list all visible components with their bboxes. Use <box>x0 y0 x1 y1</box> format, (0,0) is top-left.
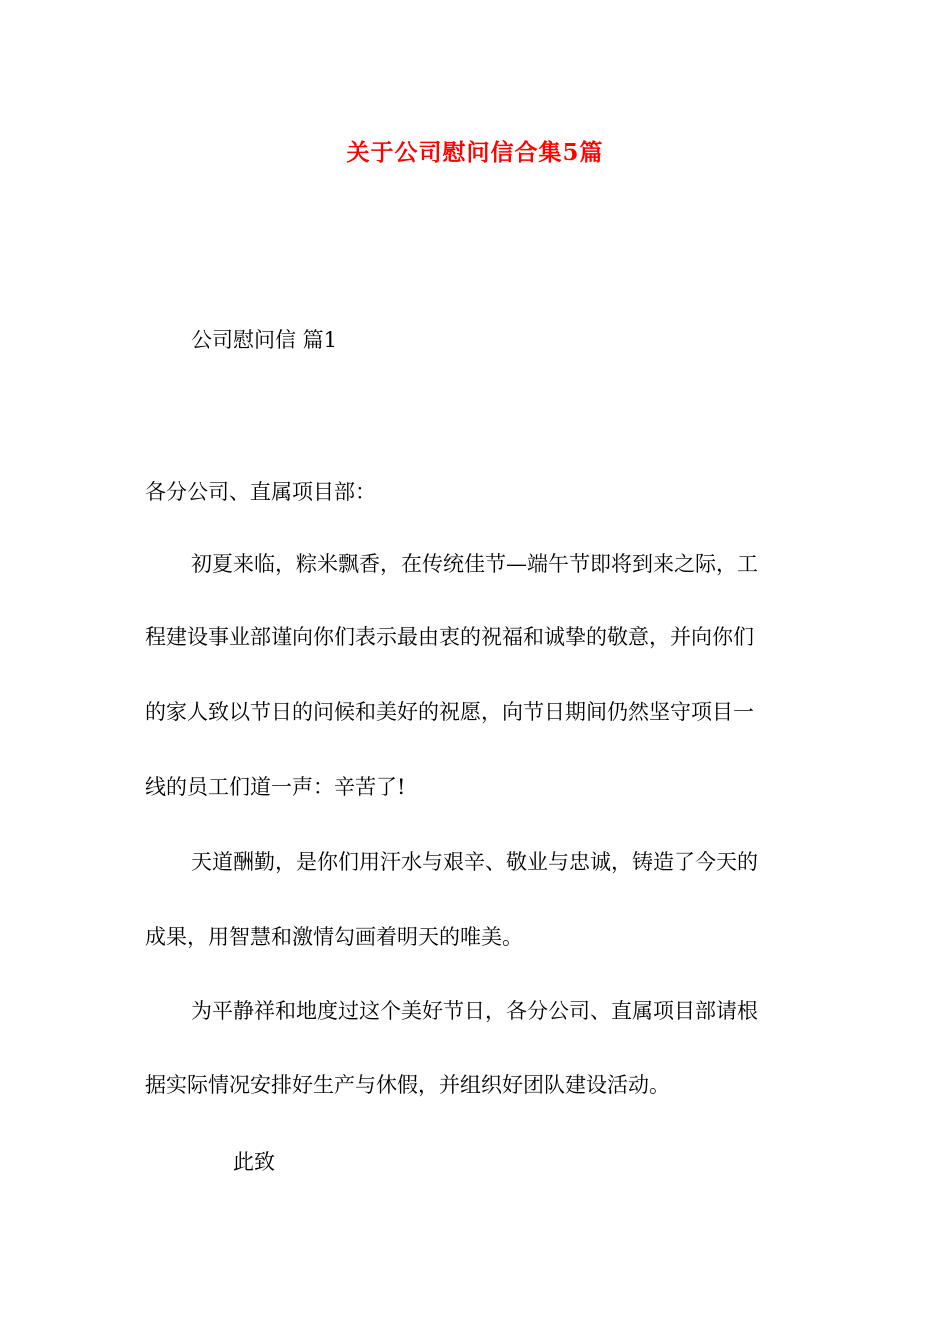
salutation: 各分公司、直属项目部： <box>145 480 376 504</box>
paragraph-1-line-1: 初夏来临，粽米飘香，在传统佳节—端午节即将到来之际，工 <box>191 552 758 576</box>
paragraph-3-line-1: 为平静祥和地度过这个美好节日，各分公司、直属项目部请根 <box>191 999 758 1023</box>
closing-text: 此致 <box>233 1150 275 1174</box>
paragraph-1-line-2: 程建设事业部谨向你们表示最由衷的祝福和诚挚的敬意，并向你们 <box>145 625 754 649</box>
paragraph-1-line-3: 的家人致以节日的问候和美好的祝愿，向节日期间仍然坚守项目一 <box>145 700 754 724</box>
paragraph-2-line-1: 天道酬勤，是你们用汗水与艰辛、敬业与忠诚，铸造了今天的 <box>191 850 758 874</box>
paragraph-2-line-2: 成果，用智慧和激情勾画着明天的唯美。 <box>145 925 523 949</box>
section-heading: 公司慰问信 篇1 <box>191 328 338 352</box>
document-title: 关于公司慰问信合集5篇 <box>346 139 604 166</box>
paragraph-1-line-4: 线的员工们道一声：辛苦了! <box>145 775 406 799</box>
paragraph-3-line-2: 据实际情况安排好生产与休假，并组织好团队建设活动。 <box>145 1073 670 1097</box>
